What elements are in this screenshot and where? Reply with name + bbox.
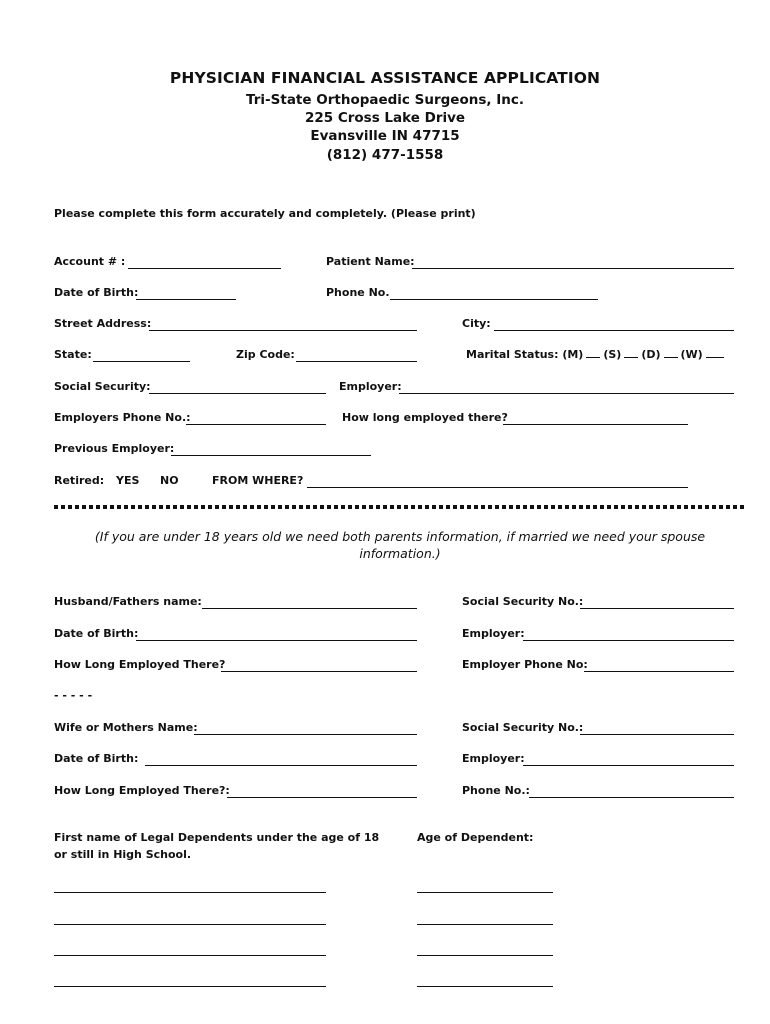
marital-w-label: (W) bbox=[680, 348, 703, 361]
dependent-name-field[interactable] bbox=[54, 892, 326, 893]
account-field[interactable] bbox=[128, 268, 281, 269]
mother-phone-label: Phone No.: bbox=[462, 784, 530, 797]
city-field[interactable] bbox=[494, 330, 734, 331]
state-label: State: bbox=[54, 348, 92, 361]
dependent-age-field[interactable] bbox=[417, 924, 553, 925]
patient-name-label: Patient Name: bbox=[326, 255, 415, 268]
dependent-name-field[interactable] bbox=[54, 955, 326, 956]
ssn-field[interactable] bbox=[149, 393, 326, 394]
dependents-label-line1: First name of Legal Dependents under the age of 18 bbox=[54, 831, 380, 844]
zip-label: Zip Code: bbox=[236, 348, 295, 361]
company-street: 225 Cross Lake Drive bbox=[304, 110, 466, 126]
mother-name-label: Wife or Mothers Name: bbox=[54, 721, 198, 734]
from-where-field[interactable] bbox=[307, 487, 688, 488]
from-where-label: FROM WHERE? bbox=[212, 474, 304, 487]
zip-field[interactable] bbox=[296, 361, 417, 362]
account-label: Account # : bbox=[54, 255, 126, 268]
employer-phone-field[interactable] bbox=[186, 424, 326, 425]
father-employer-field[interactable] bbox=[523, 640, 734, 641]
phone-label: Phone No. bbox=[326, 286, 390, 299]
employer-phone-label: Employers Phone No.: bbox=[54, 411, 191, 424]
phone-field[interactable] bbox=[390, 299, 598, 300]
dependent-age-field[interactable] bbox=[417, 955, 553, 956]
mother-how-long-field[interactable] bbox=[227, 797, 417, 798]
dependents-label-line2: or still in High School. bbox=[54, 848, 192, 861]
father-name-field[interactable] bbox=[202, 608, 417, 609]
form-title: PHYSICIAN FINANCIAL ASSISTANCE APPLICATION bbox=[169, 69, 601, 87]
company-city: Evansville IN 47715 bbox=[310, 128, 460, 144]
mother-dob-label: Date of Birth: bbox=[54, 752, 139, 765]
retired-no-option[interactable]: NO bbox=[160, 474, 179, 487]
dependent-age-label: Age of Dependent: bbox=[417, 831, 534, 844]
marital-s-label: (S) bbox=[603, 348, 622, 361]
street-address-field[interactable] bbox=[149, 330, 417, 331]
mother-employer-field[interactable] bbox=[523, 765, 734, 766]
how-long-field[interactable] bbox=[503, 424, 688, 425]
marital-m-field[interactable] bbox=[586, 348, 600, 358]
dependent-age-field[interactable] bbox=[417, 986, 553, 987]
dob-label: Date of Birth: bbox=[54, 286, 139, 299]
state-field[interactable] bbox=[93, 361, 190, 362]
how-long-label: How long employed there? bbox=[342, 411, 508, 424]
marital-status bbox=[466, 348, 727, 362]
marital-status-label: Marital Status: (M) bbox=[466, 348, 584, 361]
parents-note: (If you are under 18 years old we need both parents information, if married we need your spouse information.) bbox=[94, 529, 706, 561]
father-how-long-field[interactable] bbox=[221, 671, 417, 672]
father-how-long-label: How Long Employed There? bbox=[54, 658, 226, 671]
marital-d-field[interactable] bbox=[664, 348, 678, 358]
mother-phone-field[interactable] bbox=[529, 797, 734, 798]
company-phone: (812) 477-1558 bbox=[326, 147, 444, 163]
marital-w-field[interactable] bbox=[706, 348, 724, 358]
mother-dob-field[interactable] bbox=[145, 765, 417, 766]
patient-name-field[interactable] bbox=[412, 268, 734, 269]
city-label: City: bbox=[462, 317, 491, 330]
previous-employer-label: Previous Employer: bbox=[54, 442, 175, 455]
mother-employer-label: Employer: bbox=[462, 752, 525, 765]
instructions: Please complete this form accurately and completely. (Please print) bbox=[54, 207, 476, 220]
mother-how-long-label: How Long Employed There?: bbox=[54, 784, 230, 797]
section-separator: - - - - - bbox=[54, 689, 93, 702]
employer-label: Employer: bbox=[339, 380, 402, 393]
dotted-divider bbox=[54, 505, 746, 509]
dependent-name-field[interactable] bbox=[54, 924, 326, 925]
father-dob-label: Date of Birth: bbox=[54, 627, 139, 640]
retired-label: Retired: bbox=[54, 474, 105, 487]
dependent-age-field[interactable] bbox=[417, 892, 553, 893]
father-ssn-field[interactable] bbox=[580, 608, 734, 609]
retired-yes-option[interactable]: YES bbox=[116, 474, 140, 487]
mother-name-field[interactable] bbox=[194, 734, 417, 735]
dob-field[interactable] bbox=[136, 299, 236, 300]
company-name: Tri-State Orthopaedic Surgeons, Inc. bbox=[246, 92, 524, 108]
ssn-label: Social Security: bbox=[54, 380, 151, 393]
dependent-name-field[interactable] bbox=[54, 986, 326, 987]
previous-employer-field[interactable] bbox=[171, 455, 371, 456]
father-ssn-label: Social Security No.: bbox=[462, 595, 584, 608]
father-employer-phone-label: Employer Phone No: bbox=[462, 658, 588, 671]
father-dob-field[interactable] bbox=[136, 640, 417, 641]
mother-ssn-label: Social Security No.: bbox=[462, 721, 584, 734]
father-employer-phone-field[interactable] bbox=[584, 671, 734, 672]
marital-s-field[interactable] bbox=[624, 348, 638, 358]
father-name-label: Husband/Fathers name: bbox=[54, 595, 202, 608]
mother-ssn-field[interactable] bbox=[580, 734, 734, 735]
father-employer-label: Employer: bbox=[462, 627, 525, 640]
street-address-label: Street Address: bbox=[54, 317, 152, 330]
marital-d-label: (D) bbox=[641, 348, 661, 361]
employer-field[interactable] bbox=[399, 393, 734, 394]
